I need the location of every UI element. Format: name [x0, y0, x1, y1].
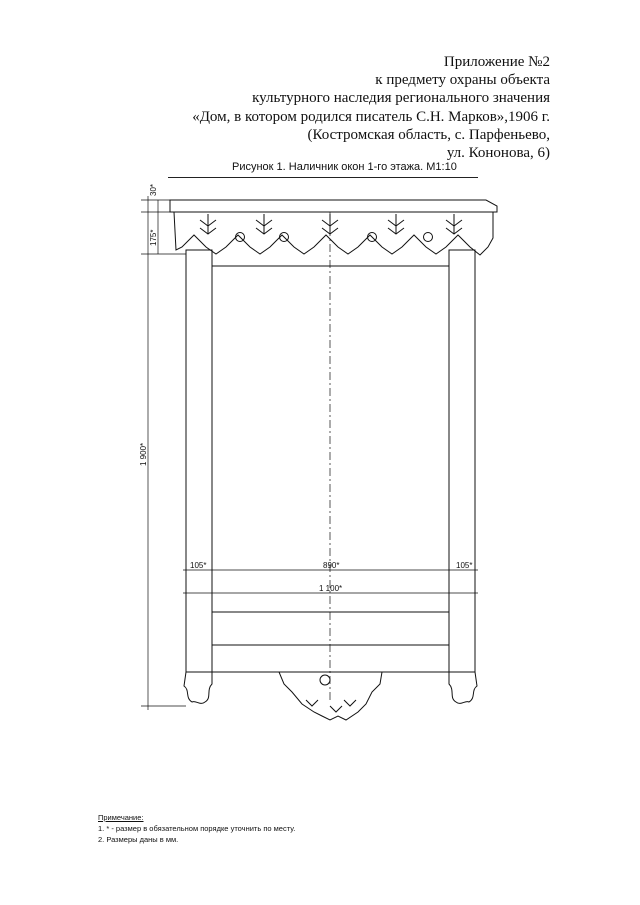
dim-left-jamb: 105* [190, 561, 207, 570]
header-line-1: Приложение №2 [443, 54, 550, 70]
note-item-2: 2. Размеры даны в мм. [98, 835, 179, 844]
right-foot [449, 672, 477, 703]
cornice [170, 200, 497, 212]
dim-frieze-height: 175* [149, 229, 158, 246]
frieze-board [174, 212, 493, 255]
dim-opening-width: 890* [323, 561, 340, 570]
notes-block [98, 812, 295, 845]
header-line-4: «Дом, в котором родился писатель С.Н. Марков»,1906 г. [192, 108, 550, 125]
header-line-6: ул. Кононова, 6) [446, 145, 550, 162]
dim-cornice-height: 30* [149, 183, 158, 196]
apron [279, 672, 382, 720]
note-item-1: 1. * - размер в обязательном порядке уточнить по месту. [98, 824, 296, 833]
header-line-5: (Костромская область, с. Парфеньево, [307, 126, 550, 143]
sill-board [212, 645, 449, 672]
figure-caption: Рисунок 1. Наличник окон 1-го этажа. М1:10 [232, 161, 457, 173]
dim-total-height: 1 900* [139, 442, 148, 466]
header-line-2: к предмету охраны объекта [375, 72, 550, 89]
dim-total-width: 1 100* [319, 584, 343, 593]
notes-title: Примечание: [98, 813, 144, 822]
left-foot [184, 672, 212, 703]
dim-right-jamb: 105* [456, 561, 473, 570]
header-line-3: культурного наследия регионального значения [252, 90, 550, 107]
right-jamb [449, 250, 475, 672]
left-jamb [186, 250, 212, 672]
